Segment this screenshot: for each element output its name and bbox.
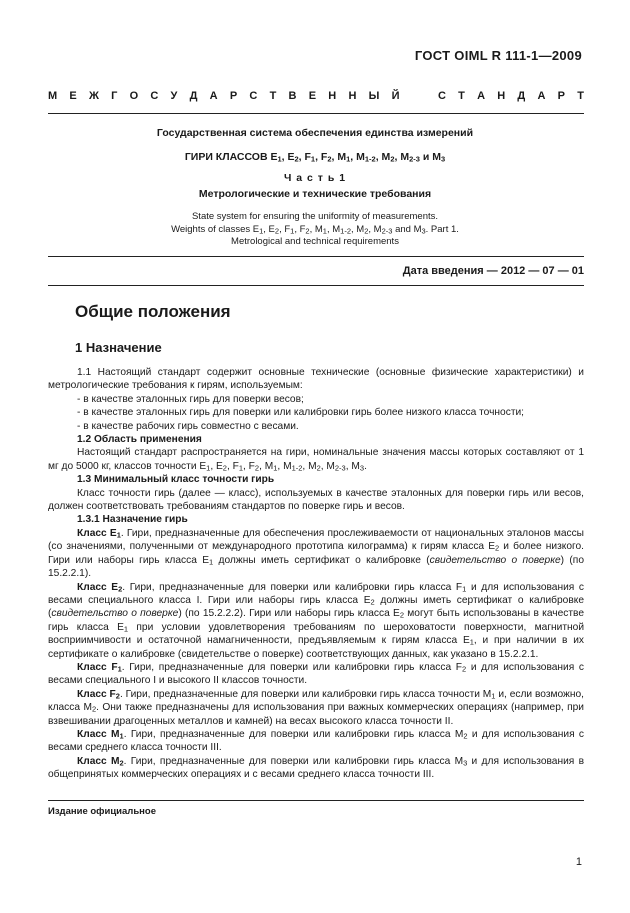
paragraph: Класс $E_1$. Гири, предназначенные для обеспечения прослеживаемости от национальных эталонов массы (со значениями, полученными от международного прототипа килограмма) к гирям класса $E_2$ и более низкого. Гири или наборы гирь класса $E_1$ должны иметь сертификат о калибровке (свидетельство о поверке) (по 15.2.2.1).	[48, 527, 584, 580]
system-title: Государственная система обеспечения единства измерений	[156, 127, 474, 139]
weights-title-prefix: ГИРИ КЛАССОВ E	[184, 151, 278, 163]
english-title-3: Metrological and technical requirements	[231, 236, 399, 247]
standard-code: ГОСТ OIML R 111-1—2009	[414, 48, 582, 63]
banner-letter: Т	[458, 90, 465, 102]
banner-letter: Д	[189, 90, 198, 102]
banner-letter: Н	[348, 90, 357, 102]
banner-letter: Н	[328, 90, 337, 102]
middle-rule	[48, 256, 584, 257]
banner-letter: Р	[229, 90, 238, 102]
banner-letter: Е	[308, 90, 317, 102]
banner-letter: Д	[517, 90, 526, 102]
bullet-item: - в качестве рабочих гирь совместно с весами.	[77, 420, 299, 432]
paragraph-text: Настоящий стандарт распространяется на гири, номинальные значения массы которых составляют от 1 мг до 5000 кг, классов точности E	[48, 447, 584, 472]
body-text	[48, 366, 584, 782]
section-heading: Общие положения	[75, 302, 231, 321]
footer-rule	[48, 800, 584, 801]
banner-letter: А	[537, 90, 546, 102]
banner-letter: У	[170, 90, 178, 102]
clause-heading: 1.3 Минимальный класс точности гирь	[77, 474, 275, 486]
part-title: Ч а с т ь 1	[283, 172, 347, 184]
banner-letter: М	[48, 90, 58, 102]
clause-heading: 1.3.1 Назначение гирь	[77, 514, 188, 526]
banner-letter: Ы	[368, 90, 380, 102]
banner-letter: Ж	[88, 90, 99, 102]
banner-letter: Й	[391, 90, 400, 102]
subtitle: Метрологические и технические требования	[198, 188, 432, 200]
edition-label: Издание официальное	[48, 806, 156, 817]
banner-letter: Р	[557, 90, 565, 102]
paragraph: Класс $E_2$. Гири, предназначенные для поверки или калибровки гирь класса $F_1$ и для использования с весами специального класса I. Гири или наборы гирь класса $E_2$ должны иметь сертификат о калибровке (свидетельство о поверке) (по 15.2.2.2). Гири или наборы гирь класса $E_2$ могут быть использованы в качестве гирь класса $E_1$ при условии удовлетворения требованиям по шероховатости поверхности, магнитной восприимчивости и остаточной намагниченности, предъявляемым к гирям класса $E_1$, и при наличии в их сертификате о калибровке (свидетельстве о поверке) соответствующих данных, как указано в 15.2.2.1.	[48, 581, 585, 660]
banner-letter: Г	[111, 90, 118, 102]
standard-banner	[48, 90, 584, 102]
banner-letter: Т	[269, 90, 277, 102]
banner-letter: Н	[497, 90, 506, 102]
subsection-heading: 1 Назначение	[75, 340, 162, 355]
paragraph: Класс $M_1$. Гири, предназначенные для поверки или калибровки гирь класса $M_2$ и для использования с весами среднего класса точности III.	[48, 728, 585, 754]
banner-letter: О	[129, 90, 139, 102]
paragraph: 1.1 Настоящий стандарт содержит основные технические (основные физические характеристики) и метрологические требования к гирям, используемым:	[48, 367, 584, 392]
bullet-item: - в качестве эталонных гирь для поверки весов;	[77, 393, 304, 405]
banner-letter: А	[477, 90, 486, 102]
paragraph: Класс $F_2$. Гири, предназначенные для поверки или калибровки гирь класса точности $M_1$ и, если возможно, класса $M_2$. Они также предназначены для использования при важных коммерческих операциях (например, при взвешивании драгоценных металлов и камней) на весах высокого класса точности II.	[48, 688, 584, 727]
english-title-1: State system for ensuring the uniformity of measurements.	[191, 211, 439, 222]
paragraph: Класс $F_1$. Гири, предназначенные для поверки или калибровки гирь класса $F_2$ и для использования с весами специального I и высокого II классов точности.	[48, 661, 584, 687]
paragraph: Настоящий стандарт распространяется на гири, номинальные значения массы которых составляют от 1 мг до 5000 кг, классов точности $E_1$, $E_2$, $F_1$, $F_2$, $M_1$, $M_{1-2}$, $M_2$, $M_{2-3}$, $M_3$.	[48, 447, 584, 473]
banner-letter: А	[209, 90, 218, 102]
paragraph: Класс точности гирь (далее — класс), используемых в качестве эталонных для поверки гирь или весов, должен соответствовать требованиям стандартов по поверке гирь и весов.	[48, 487, 584, 513]
page-number: 1	[575, 856, 582, 868]
banner-letter: Т	[577, 90, 584, 102]
paragraph: Класс $M_2$. Гири, предназначенные для поверки или калибровки гирь класса $M_3$ и для использования в общепринятых коммерческих операциях и с весами среднего класса точности III.	[48, 755, 584, 781]
english-title-2: Weights of classes $E_1$, $E_2$, $F_1$, $F_2$, $M_1$, $M_{1-2}$, $M_2$, $M_{2-3}$ and $M_3$. Part 1.	[171, 224, 459, 236]
banner-letter: В	[288, 90, 297, 102]
top-rule	[48, 113, 584, 114]
clause-heading: 1.2 Область применения	[77, 434, 202, 446]
banner-letter: Е	[69, 90, 77, 102]
bullet-item: - в качестве эталонных гирь для поверки или калибровки гирь более низкого класса точности;	[77, 407, 525, 419]
weights-title: ГИРИ КЛАССОВ $E_1$, $E_2$, $F_1$, $F_2$, $M_1$, $M_{1-2}$, $M_2$, $M_{2-3}$ и $M_3$	[184, 151, 446, 164]
date-rule	[48, 285, 584, 286]
banner-letter: С	[150, 90, 159, 102]
banner-letter: С	[437, 90, 446, 102]
banner-letter: С	[249, 90, 258, 102]
introduction-date: Дата введения — 2012 — 07 — 01	[402, 265, 584, 277]
